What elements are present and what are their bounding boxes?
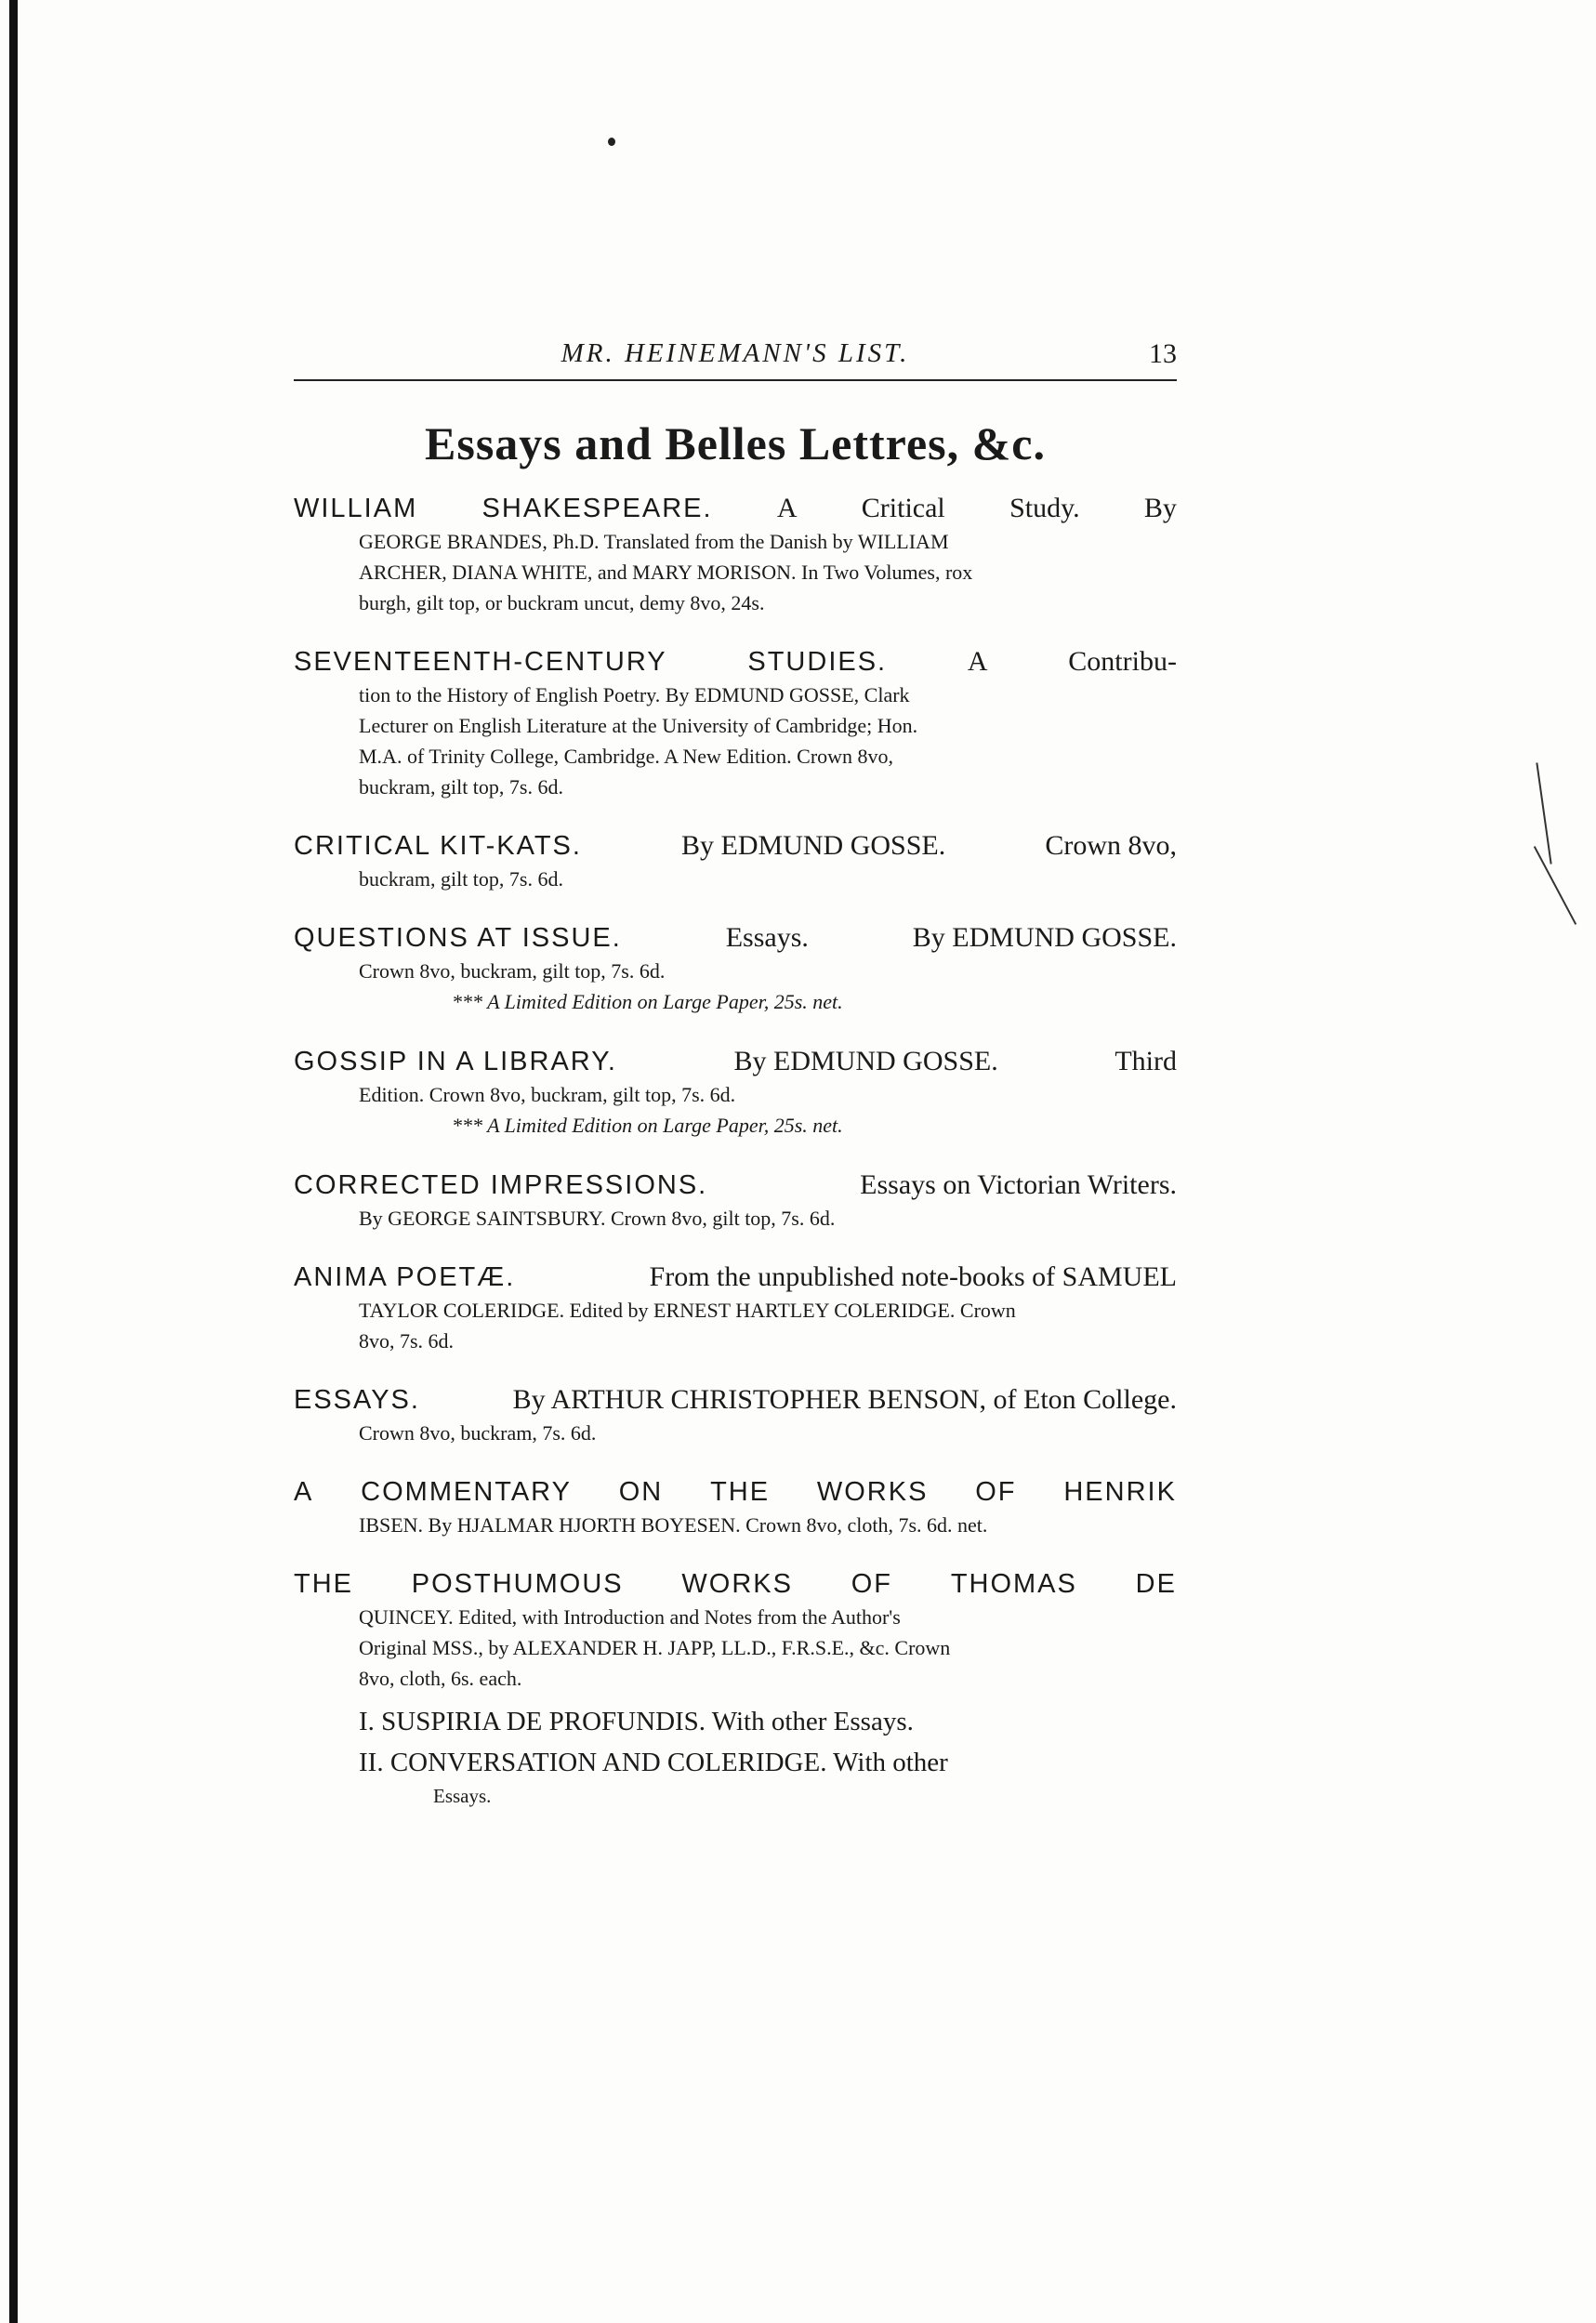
heading-word: By EDMUND GOSSE. xyxy=(912,922,1177,953)
heading-word: DE xyxy=(1135,1569,1177,1599)
entry-line: GEORGE BRANDES, Ph.D. Translated from the Danish by WILLIAM xyxy=(359,530,949,553)
header-rule xyxy=(294,379,1177,381)
margin-mark xyxy=(1534,846,1576,925)
entry-line: Edition. Crown 8vo, buckram, gilt top, 7s. 6d. xyxy=(359,1083,736,1106)
entry-heading xyxy=(294,1260,1177,1295)
entry-line: 8vo, cloth, 6s. each. xyxy=(359,1667,522,1690)
heading-word: Essays on Victorian Writers. xyxy=(860,1169,1177,1200)
margin-mark xyxy=(1536,762,1551,864)
limited-edition-note: *** A Limited Edition on Large Paper, 25s. net. xyxy=(452,1114,843,1137)
heading-word: Third xyxy=(1115,1046,1177,1076)
ink-speck xyxy=(608,138,615,146)
heading-word: Critical xyxy=(861,493,945,523)
heading-word: ESSAYS. xyxy=(294,1385,420,1415)
heading-word: OF xyxy=(975,1477,1017,1507)
heading-word: OF xyxy=(851,1569,893,1599)
heading-word: THOMAS xyxy=(950,1569,1077,1599)
book-entry xyxy=(294,1474,1177,1540)
heading-word: From the unpublished note-books of SAMUEL xyxy=(649,1261,1177,1292)
running-head-title: MR. HEINEMANN'S LIST. xyxy=(561,338,910,368)
book-entry xyxy=(294,828,1177,894)
limited-edition-note: *** A Limited Edition on Large Paper, 25s. net. xyxy=(452,990,843,1013)
book-entry xyxy=(294,1168,1177,1234)
book-entry xyxy=(294,491,1177,618)
entry-heading xyxy=(294,828,1177,864)
heading-word: A xyxy=(294,1477,314,1507)
book-entry xyxy=(294,644,1177,802)
heading-word: A xyxy=(967,646,988,677)
binding-edge xyxy=(9,0,18,2323)
book-entry xyxy=(294,1044,1177,1142)
book-entry xyxy=(294,1566,1177,1809)
heading-word: SHAKESPEARE. xyxy=(481,494,713,523)
heading-word: POSTHUMOUS xyxy=(411,1569,624,1599)
entry-heading xyxy=(294,491,1177,526)
heading-word: By EDMUND GOSSE. xyxy=(733,1046,998,1076)
entry-line: TAYLOR COLERIDGE. Edited by ERNEST HARTLEY COLERIDGE. Crown xyxy=(359,1299,1016,1322)
heading-word: ON xyxy=(618,1477,664,1507)
entry-line: By GEORGE SAINTSBURY. Crown 8vo, gilt top, 7s. 6d. xyxy=(359,1207,836,1230)
running-head xyxy=(294,335,1177,377)
heading-word: By xyxy=(1143,493,1177,523)
heading-word: SEVENTEENTH-CENTURY xyxy=(294,647,667,677)
page-body xyxy=(294,335,1177,1835)
heading-word: THE xyxy=(294,1569,353,1599)
heading-word: HENRIK xyxy=(1063,1477,1177,1507)
heading-word: Contribu- xyxy=(1068,646,1177,677)
entry-line: Lecturer on English Literature at the University of Cambridge; Hon. xyxy=(359,714,918,737)
section-title: Essays and Belles Lettres, &c. xyxy=(425,417,1046,469)
entry-line: IBSEN. By HJALMAR HJORTH BOYESEN. Crown 8vo, cloth, 7s. 6d. net. xyxy=(359,1513,988,1537)
heading-word: By ARTHUR CHRISTOPHER BENSON, of Eton College. xyxy=(512,1384,1177,1415)
entry-line: 8vo, 7s. 6d. xyxy=(359,1329,455,1353)
heading-word: Study. xyxy=(1009,493,1080,523)
volume-line: II. CONVERSATION AND COLERIDGE. With other xyxy=(359,1748,948,1777)
heading-word: GOSSIP IN A LIBRARY. xyxy=(294,1047,617,1076)
entry-line: tion to the History of English Poetry. By EDMUND GOSSE, Clark xyxy=(359,683,910,706)
entry-line: ARCHER, DIANA WHITE, and MARY MORISON. In Two Volumes, rox xyxy=(359,561,973,584)
heading-word: WORKS xyxy=(681,1569,793,1599)
heading-word: CORRECTED IMPRESSIONS. xyxy=(294,1170,708,1200)
book-entry xyxy=(294,920,1177,1018)
entry-line: M.A. of Trinity College, Cambridge. A New Edition. Crown 8vo, xyxy=(359,745,894,768)
heading-word: A xyxy=(776,493,798,523)
heading-word: ANIMA POETÆ. xyxy=(294,1262,516,1292)
entry-heading xyxy=(294,1566,1177,1602)
heading-word: COMMENTARY xyxy=(361,1477,572,1507)
volume-line: I. SUSPIRIA DE PROFUNDIS. With other Essays. xyxy=(359,1707,914,1736)
heading-word: QUESTIONS AT ISSUE. xyxy=(294,923,622,953)
entry-line: Crown 8vo, buckram, gilt top, 7s. 6d. xyxy=(359,959,666,983)
entry-heading xyxy=(294,1168,1177,1203)
entry-line: Crown 8vo, buckram, 7s. 6d. xyxy=(359,1421,597,1445)
entry-heading xyxy=(294,1474,1177,1510)
heading-word: THE xyxy=(710,1477,771,1507)
heading-word: WORKS xyxy=(816,1477,929,1507)
entry-heading xyxy=(294,644,1177,680)
heading-word: Crown 8vo, xyxy=(1045,830,1177,861)
volume-line-continued: Essays. xyxy=(433,1785,492,1807)
entry-line: Original MSS., by ALEXANDER H. JAPP, LL.D., F.R.S.E., &c. Crown xyxy=(359,1636,951,1659)
entry-line: buckram, gilt top, 7s. 6d. xyxy=(359,775,563,799)
heading-word: Essays. xyxy=(725,922,809,953)
book-entry xyxy=(294,1260,1177,1356)
entry-line: buckram, gilt top, 7s. 6d. xyxy=(359,867,563,891)
page-number: 13 xyxy=(1149,338,1177,369)
heading-word: CRITICAL KIT-KATS. xyxy=(294,831,582,861)
entry-heading xyxy=(294,920,1177,956)
entry-heading xyxy=(294,1382,1177,1418)
heading-word: By EDMUND GOSSE. xyxy=(681,830,946,861)
heading-word: STUDIES. xyxy=(747,647,888,677)
entry-line: QUINCEY. Edited, with Introduction and Notes from the Author's xyxy=(359,1605,901,1629)
entry-line: burgh, gilt top, or buckram uncut, demy 8vo, 24s. xyxy=(359,591,765,614)
book-entry xyxy=(294,1382,1177,1448)
heading-word: WILLIAM xyxy=(294,494,418,523)
entry-heading xyxy=(294,1044,1177,1079)
